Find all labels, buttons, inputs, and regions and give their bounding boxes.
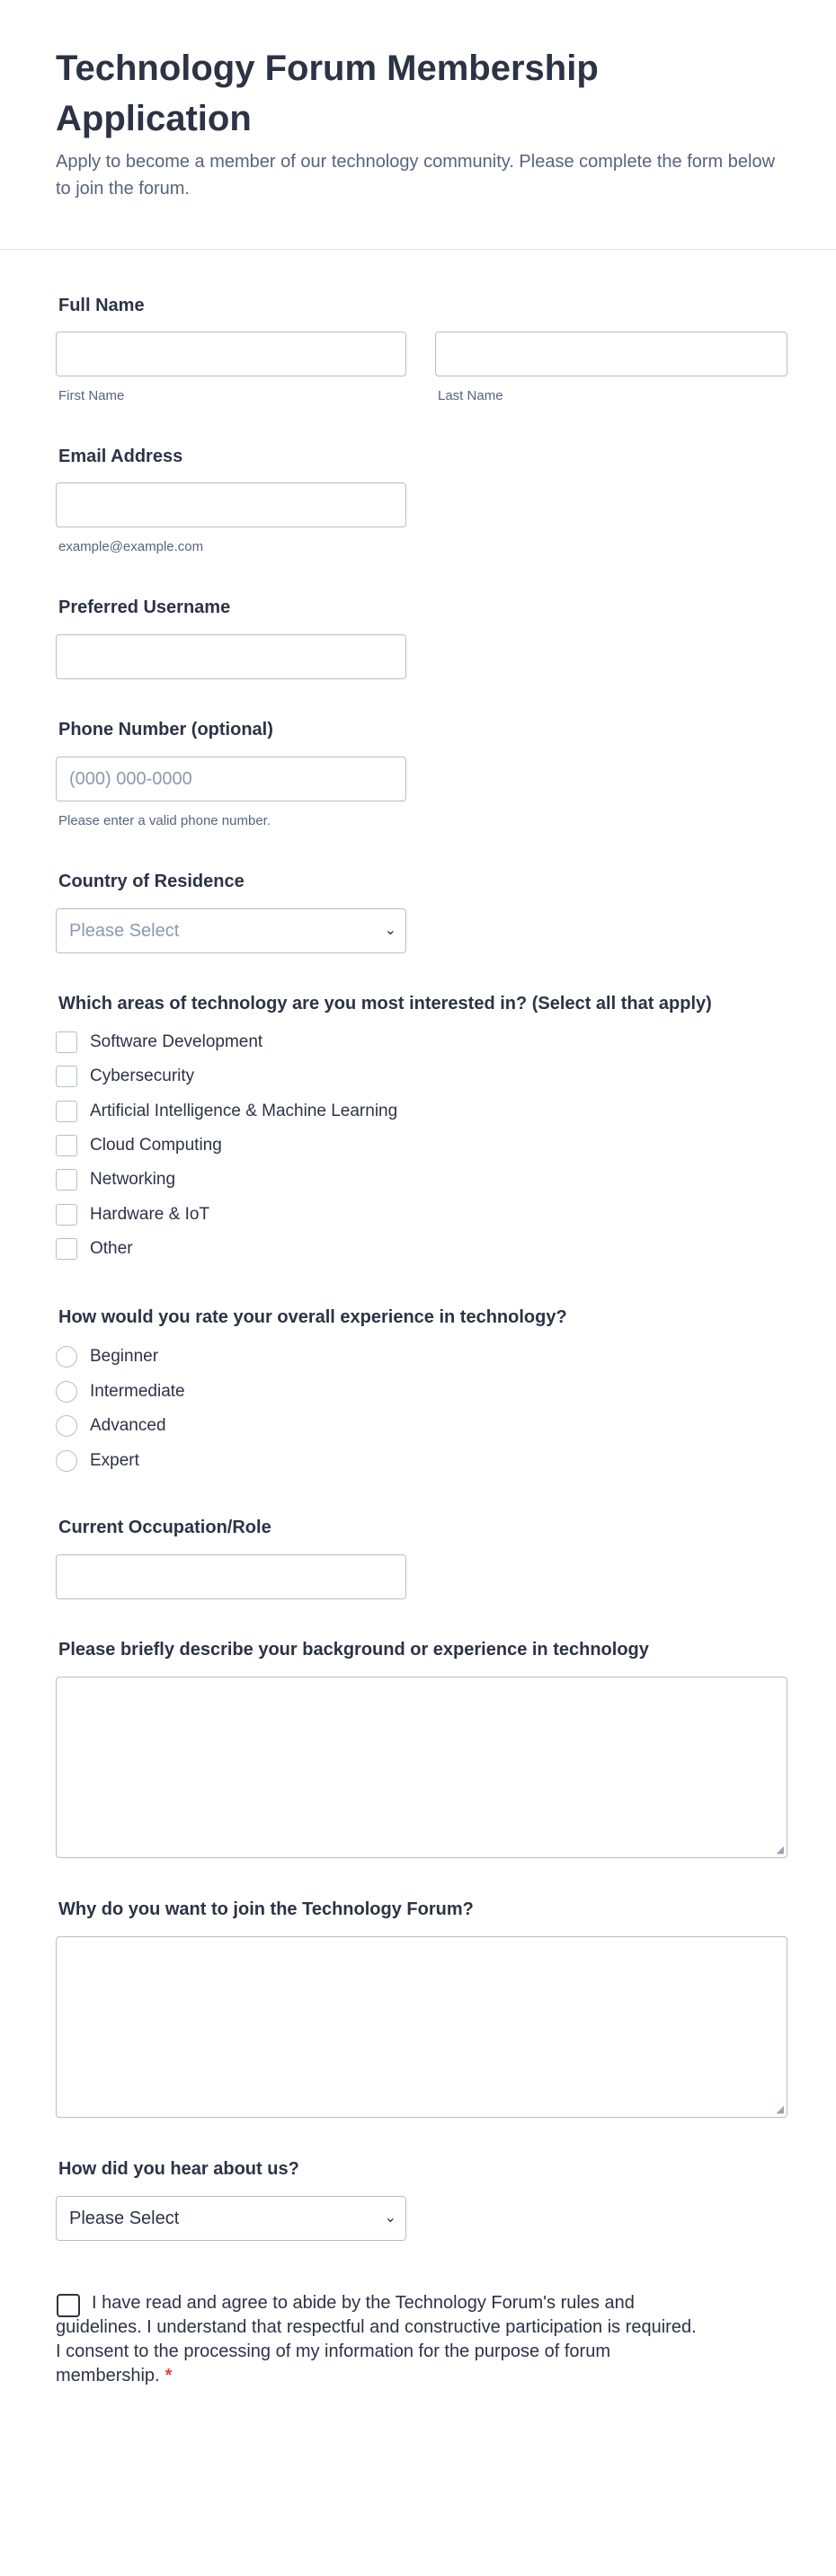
resize-grip-icon[interactable]: ◢ <box>776 1845 784 1855</box>
form-subtitle: Apply to become a member of our technology community. Please complete the form below to join the forum. <box>56 152 776 199</box>
experience-option-label: Intermediate <box>90 1382 185 1401</box>
interest-option-label: Software Development <box>90 1032 263 1051</box>
phone-label: Phone Number (optional) <box>58 720 273 739</box>
phone-sublabel: Please enter a valid phone number. <box>58 813 271 828</box>
consent-label: I have read and agree to abide by the Technology Forum's rules and guidelines. I understand that respectful and constructive participation is required. I consent to the processing of my information for the purpose of forum membership. <box>56 2293 697 2386</box>
radio-button[interactable] <box>56 1415 77 1437</box>
country-label: Country of Residence <box>58 872 245 891</box>
checkbox[interactable] <box>56 1101 77 1122</box>
checkbox[interactable] <box>56 1066 77 1087</box>
email-sublabel: example@example.com <box>58 539 204 554</box>
interest-option-label: Cloud Computing <box>90 1136 222 1155</box>
last-name-input[interactable] <box>435 332 787 376</box>
motivation-label: Why do you want to join the Technology Forum? <box>58 1899 474 1919</box>
referral-select[interactable] <box>56 2196 406 2241</box>
form-title: Technology Forum Membership Application <box>56 49 599 138</box>
resize-grip-icon[interactable]: ◢ <box>776 2104 784 2115</box>
username-label: Preferred Username <box>58 598 231 617</box>
first-name-input[interactable] <box>56 332 406 376</box>
username-input[interactable] <box>56 634 406 679</box>
interest-option-label: Hardware & IoT <box>90 1205 210 1224</box>
first-name-sublabel: First Name <box>58 388 125 403</box>
checkbox[interactable] <box>56 1204 77 1226</box>
experience-option-label: Advanced <box>90 1416 166 1435</box>
required-asterisk: * <box>165 2366 173 2386</box>
radio-button[interactable] <box>56 1381 77 1403</box>
last-name-sublabel: Last Name <box>438 388 503 403</box>
checkbox[interactable] <box>56 1169 77 1191</box>
checkbox[interactable] <box>56 1031 77 1053</box>
referral-selected-value: Please Select <box>69 2209 180 2228</box>
phone-input[interactable]: (000) 000-0000 <box>56 757 406 801</box>
radio-button[interactable] <box>56 1346 77 1368</box>
chevron-down-icon: ⌄ <box>384 923 396 938</box>
experience-option-label: Beginner <box>90 1347 159 1366</box>
referral-label: How did you hear about us? <box>58 2159 299 2179</box>
occupation-label: Current Occupation/Role <box>58 1518 271 1537</box>
country-select[interactable] <box>56 908 406 953</box>
experience-option-label: Expert <box>90 1451 139 1470</box>
country-selected-value: Please Select <box>69 921 180 941</box>
form-header <box>0 0 836 250</box>
background-textarea[interactable] <box>56 1677 787 1858</box>
interest-option-label: Other <box>90 1239 133 1258</box>
checkbox[interactable] <box>56 1135 77 1156</box>
interests-label: Which areas of technology are you most interested in? (Select all that apply) <box>58 994 712 1014</box>
consent-text <box>56 2291 703 2388</box>
interest-option-label: Networking <box>90 1170 176 1189</box>
chevron-down-icon: ⌄ <box>384 2210 396 2226</box>
checkbox[interactable] <box>56 1238 77 1260</box>
email-input[interactable] <box>56 482 406 527</box>
motivation-textarea[interactable] <box>56 1936 787 2118</box>
background-label: Please briefly describe your background or experience in technology <box>58 1640 649 1660</box>
full-name-label: Full Name <box>58 296 145 315</box>
email-label: Email Address <box>58 447 183 466</box>
interest-option-label: Artificial Intelligence & Machine Learning <box>90 1102 398 1120</box>
radio-button[interactable] <box>56 1450 77 1472</box>
experience-label: How would you rate your overall experience in technology? <box>58 1307 567 1327</box>
interest-option-label: Cybersecurity <box>90 1067 195 1085</box>
occupation-input[interactable] <box>56 1554 406 1599</box>
